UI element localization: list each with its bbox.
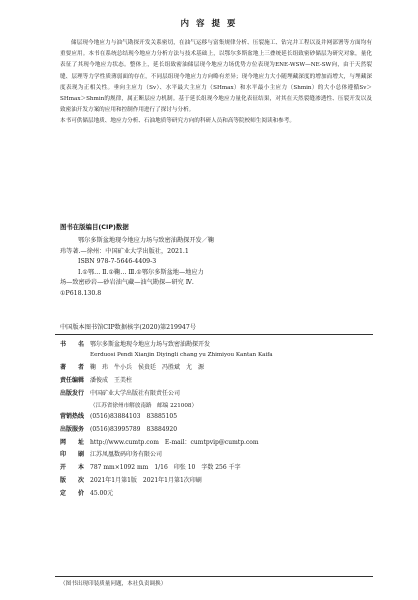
quality-note: （图书出现印装质量问题，本社负责调换）: [60, 581, 167, 587]
imprint-row-sales-phone: [60, 411, 380, 424]
imprint-label: 出版服务: [60, 425, 85, 433]
imprint-value: (0516)83884103 83885105: [90, 412, 178, 420]
imprint-label: 版 次: [60, 476, 85, 484]
imprint-label: 定 价: [60, 489, 85, 497]
cip-number: 中国版本图书馆CIP数据核字(2020)第219947号: [60, 324, 196, 331]
imprint-value: （江苏省徐州市解放南路 邮编 221008）: [90, 402, 198, 409]
cip-line: ①P618.130.8: [60, 289, 102, 297]
imprint-label: 开 本: [60, 464, 85, 472]
cip-line: Ⅰ.①鄂… Ⅱ.①鞠… Ⅲ.①鄂尔多斯盆地—地应力: [78, 268, 204, 276]
summary-paragraph-2: 本书可供储层地质、地应力分析、石油地质等研究方向的科研人员和高等院校师生阅读和参考。: [60, 118, 295, 125]
imprint-label: 营销热线: [60, 412, 85, 420]
imprint-row-pinyin: [60, 352, 380, 362]
imprint-label: 印 刷: [60, 451, 85, 459]
imprint-row-authors: [60, 362, 380, 375]
imprint-value: 鄂尔多斯盆地现今地应力场与致密油勘探开发: [90, 341, 211, 348]
divider-top: [55, 334, 373, 335]
imprint-row-price: [60, 488, 380, 501]
cip-line: 场—致密砂岩—砂岩油气藏—油气勘探—研究 Ⅳ.: [60, 279, 194, 287]
imprint-value: Eerduosi Pendi Xianjin Diyingli chang yu Zhimiyou Kantan Kaifa: [90, 351, 273, 358]
imprint-value: 45.00元: [90, 489, 114, 497]
imprint-value: 787 mm×1092 mm 1/16 印张 10 字数 256 千字: [90, 464, 241, 472]
imprint-table: [60, 339, 380, 501]
imprint-label: 责任编辑: [60, 376, 85, 384]
imprint-row-service-phone: [60, 424, 380, 437]
imprint-row-address: [60, 401, 380, 411]
imprint-value: (0516)83995789 83884920: [90, 425, 178, 433]
summary-paragraph-1: 储层现今地应力与油气勘探开发关系密切，在油气运移与富集规律分析、压裂施工、钻完井工程以及井网部署等方面均有重要应用。本书在系统总结现今地应力分析方法与技术基础上，以鄂尔多斯盆地上三叠统延长组致密砂储层为研究对象，量化表征了其现今地应力状态。整体上，延长组致密油储层现今地应力场优势方位表现为ENE-WSW—NE-SW向，由于天然裂缝、层理等力学性质薄弱面的存在，不同层组现今地应力方向略有差异；现今地应力大小随埋藏深度的增加而增大，与埋藏深度表现为正相关性。垂向主应力（Sv）、水平最大主应力（SHmax）和水平最小主应力（Shmin）的大小总体遵循Sv＞SHmax＞Shmin的规律，属正断层应力机制。基于延长组现今地应力量化表征结果，对其在天然裂缝渗透性、压裂开发以及致密油开发方案的应用和控制作用进行了探讨与分析。: [60, 40, 372, 114]
imprint-value: 2021年1月第1版 2021年1月第1次印刷: [90, 476, 202, 484]
summary-body: [60, 38, 372, 128]
imprint-row-title: [60, 339, 380, 352]
imprint-label: 出版发行: [60, 389, 85, 397]
divider-bottom: [55, 576, 373, 577]
imprint-value: 鞠 玮 牛小兵 侯贵廷 冯胜斌 尤 源: [90, 364, 205, 372]
cip-line: 玮等著.—徐州：中国矿业大学出版社，2021.1: [60, 247, 189, 255]
imprint-value: http://www.cumtp.com E-mail：cumtpvip@cumtp.com: [90, 438, 259, 446]
imprint-label: 著 者: [60, 364, 85, 372]
imprint-label: 网 址: [60, 438, 85, 446]
imprint-row-printer: [60, 449, 380, 462]
imprint-row-editor: [60, 375, 380, 388]
imprint-row-format: [60, 462, 380, 475]
cip-record: [60, 236, 360, 300]
imprint-row-website: [60, 437, 380, 450]
summary-title: 内 容 提 要: [180, 19, 238, 29]
imprint-row-edition: [60, 475, 380, 488]
cip-line: ISBN 978-7-5646-4409-3: [78, 258, 157, 266]
imprint-label: 书 名: [60, 341, 85, 348]
cip-heading: 图书在版编目(CIP)数据: [60, 223, 129, 231]
imprint-row-publisher: [60, 388, 380, 401]
cip-line: 鄂尔多斯盆地现今地应力场与致密油勘探开发／鞠: [78, 237, 215, 244]
imprint-value: 中国矿业大学出版社有限责任公司: [90, 389, 181, 397]
imprint-value: 江苏凤凰数码印务有限公司: [90, 451, 163, 459]
imprint-value: 潘俊成 王美柱: [90, 376, 133, 384]
